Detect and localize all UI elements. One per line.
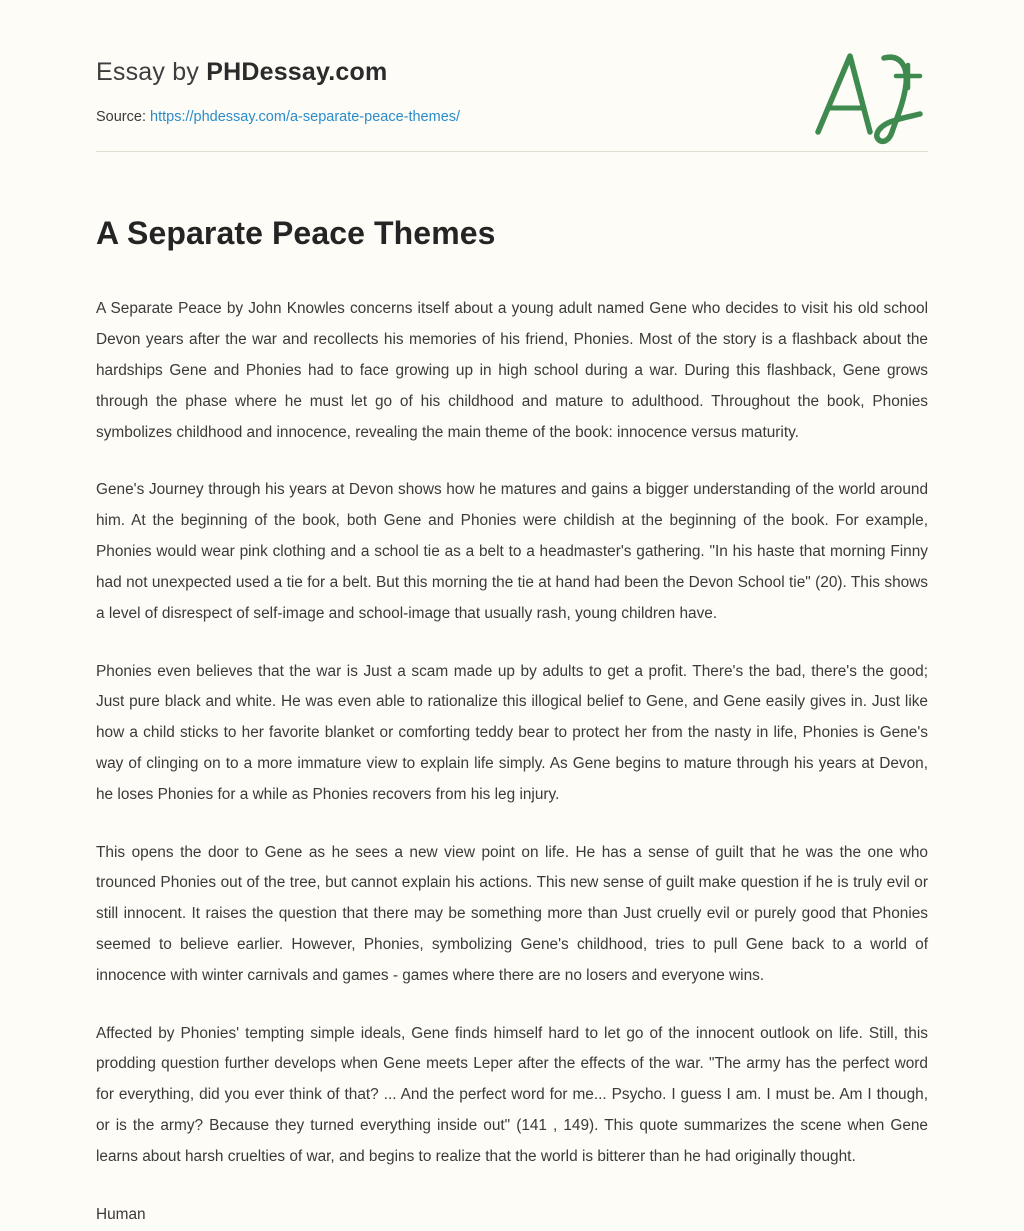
paragraph: This opens the door to Gene as he sees a new view point on life. He has a sense of guilt that he was the one who trounced Phonies out of the tree, but cannot explain his actions. This new sense of guilt make question if he is truly evil or still innocent. It raises the question that there may be something more than Just cruelly evil or purely good that Phonies seemed to believe earlier. However, Phonies, symbolizing Gene's childhood, tries to pull Gene back to a world of innocence with winter carnivals and games - games where there are no losers and everyone wins.	[96, 843, 928, 984]
header-divider	[96, 151, 928, 152]
source-line	[96, 109, 928, 125]
paragraph: Gene's Journey through his years at Devon shows how he matures and gains a bigger understanding of the world around him. At the beginning of the book, both Gene and Phonies were childish at the beginning of the book. For example, Phonies would wear pink clothing and a school tie as a belt to a headmaster's gathering. "In his haste that morning Finny had not unexpected used a tie for a belt. But this morning the tie at hand had been the Devon School tie" (20). This shows a level of disrespect of self-image and school-image that usually rash, young children have.	[96, 481, 928, 622]
paragraph: Human	[96, 1205, 146, 1223]
essay-brand-line	[96, 58, 928, 87]
by-word: by	[172, 58, 200, 86]
page-header	[0, 0, 1024, 125]
essay-body	[96, 294, 928, 1230]
page-title: A Separate Peace Themes	[96, 215, 496, 251]
paragraph: Affected by Phonies' tempting simple ideals, Gene finds himself hard to let go of the innocent outlook on life. Still, this prodding question further develops when Gene meets Leper after the effects of the war. "The army has the perfect word for everything, did you ever think of that? ... And the perfect word for me... Psycho. I guess I am. I must be. Am I though, or is the army? Because they turned everything inside out" (141 , 149). This quote summarizes the scene when Gene learns about harsh cruelties of war, and begins to realize that the world is bitterer than he had originally thought.	[96, 1024, 928, 1165]
brand-name: PHDessay.com	[206, 58, 388, 86]
paragraph: A Separate Peace by John Knowles concerns itself about a young adult named Gene who decides to visit his old school Devon years after the war and recollects his memories of his friend, Phonies. Most of the story is a flashback about the hardships Gene and Phonies had to face growing up in high school during a war. During this flashback, Gene grows through the phase where he must let go of his childhood and mature to adulthood. Throughout the book, Phonies symbolizes childhood and innocence, revealing the main theme of the book: innocence versus maturity.	[96, 300, 928, 441]
essay-word: Essay	[96, 58, 166, 86]
aplus-handwritten-logo-icon	[808, 40, 928, 150]
source-label: Source:	[96, 109, 146, 125]
paragraph: Phonies even believes that the war is Just a scam made up by adults to get a profit. There's the bad, there's the good; Just pure black and white. He was even able to rationalize this illogical belief to Gene, and Gene easily gives in. Just like how a child sticks to her favorite blanket or comforting teddy bear to protect her from the nasty in life, Phonies is Gene's way of clinging on to a more immature view to explain life simply. As Gene begins to mature through his years at Devon, he loses Phonies for a while as Phonies recovers from his leg injury.	[96, 662, 928, 803]
source-url-link[interactable]: https://phdessay.com/a-separate-peace-themes/	[150, 109, 461, 125]
